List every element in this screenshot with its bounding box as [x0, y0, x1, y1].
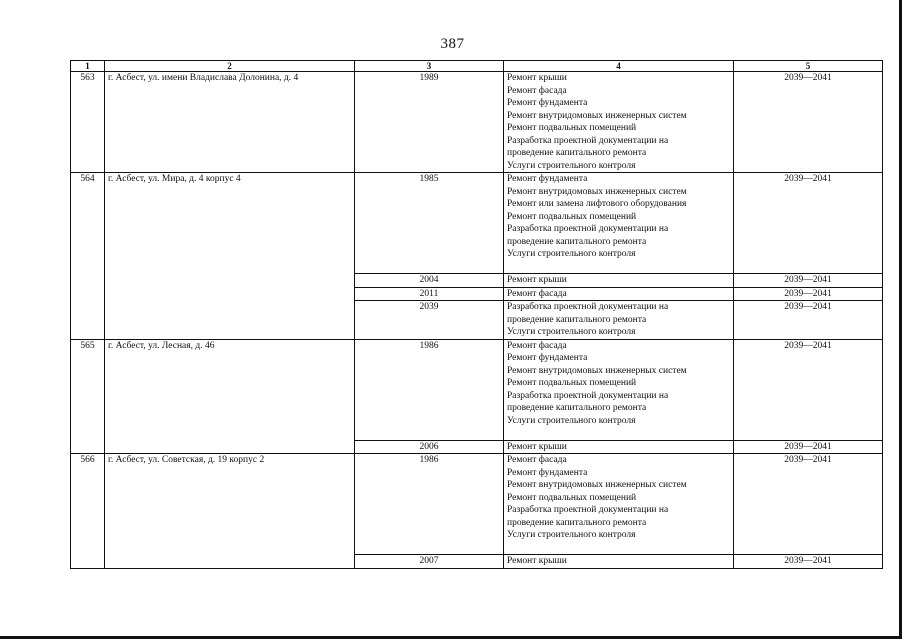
- table-row: [71, 72, 883, 173]
- column-header: 2: [105, 61, 355, 72]
- work-item: Ремонт фундамента: [507, 353, 588, 363]
- column-header: 3: [355, 61, 504, 72]
- work-item: Ремонт фасада: [507, 288, 567, 299]
- works-cell: [504, 440, 734, 454]
- work-item: Ремонт фасада: [507, 340, 567, 351]
- works-cell: [504, 555, 734, 569]
- work-item: Ремонт фасада: [507, 85, 567, 96]
- works-cell: [504, 72, 734, 173]
- year-cell: 1985: [355, 173, 504, 274]
- period-cell: 2039—2041: [734, 454, 883, 555]
- spacer: [507, 542, 730, 555]
- work-item: проведение капитального ремонта: [507, 517, 647, 528]
- period-cell: 2039—2041: [734, 274, 883, 288]
- work-item: Услуги строительного контроля: [507, 249, 636, 259]
- work-item: Ремонт крыши: [507, 556, 567, 566]
- period-cell: 2039—2041: [734, 173, 883, 274]
- record-number: 564: [71, 173, 105, 340]
- column-header: 1: [71, 61, 105, 72]
- work-item: Разработка проектной документации на: [507, 135, 669, 146]
- year-cell: 1989: [355, 72, 504, 173]
- period-cell: 2039—2041: [734, 440, 883, 454]
- works-cell: [504, 454, 734, 555]
- work-item: проведение капитального ремонта: [507, 403, 647, 413]
- work-item: Ремонт крыши: [507, 73, 567, 83]
- work-item: Разработка проектной документации на: [507, 224, 669, 234]
- repair-schedule-table: [70, 60, 883, 569]
- record-address: г. Асбест, ул. Советская, д. 19 корпус 2: [105, 454, 355, 569]
- year-cell: 2039: [355, 301, 504, 340]
- work-item: Ремонт подвальных помещений: [507, 211, 637, 222]
- work-item: проведение капитального ремонта: [507, 314, 647, 325]
- work-item: Разработка проектной документации на: [507, 302, 669, 312]
- spacer: [507, 427, 730, 440]
- work-item: проведение капитального ремонта: [507, 236, 647, 247]
- table-row: [71, 173, 883, 274]
- table-body: [71, 72, 883, 569]
- year-cell: 2007: [355, 555, 504, 569]
- work-item: Услуги строительного контроля: [507, 530, 636, 540]
- year-cell: 2011: [355, 287, 504, 301]
- table-row: [71, 339, 883, 440]
- work-item: Ремонт внутридомовых инженерных систем: [507, 110, 687, 121]
- work-item: Услуги строительного контроля: [507, 160, 636, 171]
- column-header: 4: [504, 61, 734, 72]
- period-cell: 2039—2041: [734, 72, 883, 173]
- year-cell: 1986: [355, 339, 504, 440]
- table-header: [71, 61, 883, 72]
- work-item: Ремонт подвальных помещений: [507, 123, 637, 133]
- table-row: [71, 454, 883, 555]
- works-cell: [504, 301, 734, 340]
- record-number: 566: [71, 454, 105, 569]
- work-item: Ремонт внутридомовых инженерных систем: [507, 365, 687, 376]
- year-cell: 2006: [355, 440, 504, 454]
- work-item: Разработка проектной документации на: [507, 505, 669, 515]
- record-address: г. Асбест, ул. Лесная, д. 46: [105, 339, 355, 454]
- record-address: г. Асбест, ул. Мира, д. 4 корпус 4: [105, 173, 355, 340]
- record-address: г. Асбест, ул. имени Владислава Долонина, д. 4: [105, 72, 355, 173]
- page-number: 387: [440, 36, 465, 52]
- work-item: Ремонт фундамента: [507, 467, 588, 478]
- header-row: [71, 61, 883, 72]
- work-item: Разработка проектной документации на: [507, 390, 669, 401]
- work-item: Ремонт фасада: [507, 455, 567, 465]
- work-item: Ремонт внутридомовых инженерных систем: [507, 480, 687, 490]
- record-number: 565: [71, 339, 105, 454]
- year-cell: 2004: [355, 274, 504, 288]
- works-cell: [504, 287, 734, 301]
- work-item: проведение капитального ремонта: [507, 148, 647, 158]
- work-item: Ремонт фундамента: [507, 98, 588, 108]
- column-header: 5: [734, 61, 883, 72]
- period-cell: 2039—2041: [734, 339, 883, 440]
- works-cell: [504, 274, 734, 288]
- work-item: Услуги строительного контроля: [507, 415, 636, 426]
- period-cell: 2039—2041: [734, 287, 883, 301]
- work-item: Ремонт фундамента: [507, 174, 588, 184]
- work-item: Ремонт крыши: [507, 275, 567, 285]
- work-item: Ремонт крыши: [507, 441, 567, 452]
- period-cell: 2039—2041: [734, 301, 883, 340]
- work-item: Ремонт подвальных помещений: [507, 492, 637, 503]
- year-cell: 1986: [355, 454, 504, 555]
- works-cell: [504, 173, 734, 274]
- works-cell: [504, 339, 734, 440]
- work-item: Ремонт внутридомовых инженерных систем: [507, 186, 687, 197]
- spacer: [507, 261, 730, 274]
- work-item: Ремонт или замена лифтового оборудования: [507, 199, 687, 209]
- record-number: 563: [71, 72, 105, 173]
- period-cell: 2039—2041: [734, 555, 883, 569]
- work-item: Услуги строительного контроля: [507, 327, 636, 337]
- work-item: Ремонт подвальных помещений: [507, 378, 637, 388]
